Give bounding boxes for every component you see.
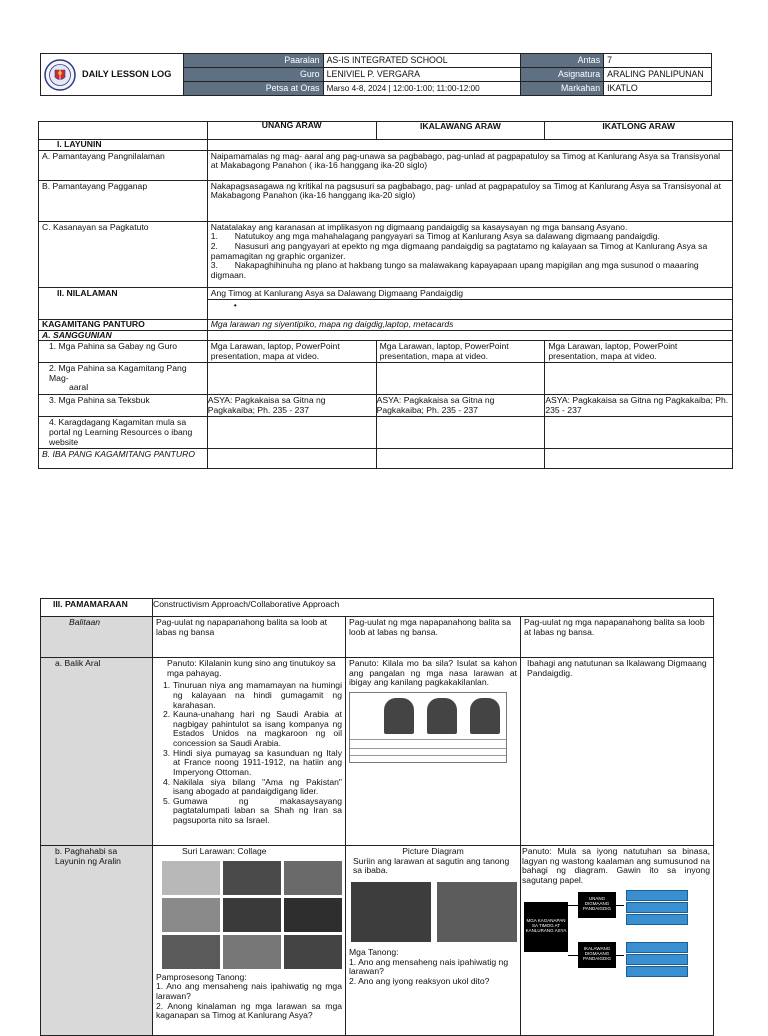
balik-aral-d2-text: Panuto: Kilala mo ba sila? Isulat sa kahon ang pangalan ng mga nasa larawan at ibigay ang kanilang pagkakakilanlan.: [349, 658, 517, 688]
list-item: 1. Natutukoy ang mga mahahalagang pangyayari sa Timog at Kanlurang Asya sa dalawang digmaang pandaigdig.: [210, 231, 660, 242]
list-item: 2. Nasusuri ang pangyayari at epekto ng mga digmaang pandaigdig sa pagtatamo ng kalayaan sa Timog at Kanlurang Asya sa pamamagitan ng graphic organizer.: [210, 240, 708, 261]
gabay-guro-label: 1. Mga Pahina sa Gabay ng Guro: [39, 340, 208, 362]
paghahabi-d3-text: Panuto: Mula sa iyong natutuhan sa binasa, lagyan ng wastong kaalaman ang sumusunod na bahagi ng diagram. Gawin ito sa inyong sagutang papel.: [522, 846, 710, 885]
answer-box: [626, 902, 688, 913]
karagdagang-d1: [207, 417, 376, 449]
balitaan-d3: Pag-uulat ng mga napapanahong balita sa loob at labas ng bansa.: [521, 617, 714, 658]
pamantayang-pangnilalaman-text: Naipamamalas ng mag- aaral ang pag-unawa sa pagbabago, pag-unlad at pagpapatuloy sa Timog at Kanlurang Asya sa Transisyonal at Makabagong Panahon ( ika-16 hanggang ika-20 siglo): [207, 150, 732, 180]
kasanayan-label: C. Kasanayan sa Pagkatuto: [39, 221, 208, 287]
paghahabi-d3: [521, 846, 714, 1036]
label-asignatura: Asignatura: [521, 68, 604, 82]
answer-box: [626, 914, 688, 925]
value-antas: 7: [604, 54, 712, 68]
diagram-top-box: UNANG DIGMAANG PANDAIGDIG: [578, 892, 616, 918]
teksbuk-d3: ASYA: Pagkakaisa sa Gitna ng Pagkakaiba; Ph. 235 - 237: [545, 395, 733, 417]
label-paaralan: Paaralan: [183, 54, 323, 68]
balik-aral-d1-list: [163, 681, 342, 825]
pang-mag-aaral-d1: [207, 363, 376, 395]
pamprosesong-q1: 1. Ano ang mensaheng nais ipahiwatig ng mga larawan?: [156, 981, 342, 1001]
pamamaraan-heading: III. PAMAMARAAN: [41, 599, 153, 617]
photo: [223, 898, 281, 932]
value-petsa: Marso 4-8, 2024 | 12:00-1:00; 11:00-12:00: [323, 82, 521, 96]
karagdagang-d2: [376, 417, 545, 449]
photo: [162, 898, 220, 932]
label-markahan: Markahan: [521, 82, 604, 96]
sanggunian-empty: [207, 330, 732, 340]
photo: [162, 935, 220, 969]
pamantayang-pangnilalaman-label: A. Pamantayang Pangnilalaman: [39, 150, 208, 180]
photo: [284, 935, 342, 969]
value-paaralan: AS-IS INTEGRATED SCHOOL: [323, 54, 521, 68]
gabay-guro-d3: Mga Larawan, laptop, PowerPoint presentation, mapa at video.: [545, 340, 733, 362]
diagram-bottom-box: IKALAWANG DIGMAANG PANDAIGDIG: [578, 942, 616, 968]
answer-box: [626, 890, 688, 901]
list-item: 3. Hindi siya pumayag sa kasunduan ng Italy at France noong 1911-1912, na hatiin ang Imperyong Ottoman.: [163, 747, 342, 777]
balitaan-label: Balitaan: [41, 617, 153, 658]
karagdagang-d3: [545, 417, 733, 449]
logo-cell: [41, 54, 184, 96]
balik-aral-d2: [346, 658, 521, 846]
war-photo: [437, 882, 517, 942]
teksbuk-d2: ASYA: Pagkakaisa sa Gitna ng Pagkakaiba; Ph. 235 - 237: [376, 395, 545, 417]
war-photos: [351, 882, 517, 942]
balik-aral-d1: [153, 658, 346, 846]
nilalaman-bullet: •: [207, 300, 732, 320]
nilalaman-text: Ang Timog at Kanlurang Asya sa Dalawang Digmaang Pandaigdig: [207, 287, 732, 300]
mga-tanong-q2: 2. Ano ang iyong reaksyon ukol dito?: [349, 975, 490, 986]
events-diagram: [522, 890, 710, 1000]
pang-mag-aaral-d3: [545, 363, 733, 395]
teksbuk-d1: ASYA: Pagkakaisa sa Gitna ng Pagkakaiba; Ph. 235 - 237: [207, 395, 376, 417]
nilalaman-blank: [39, 300, 208, 320]
balitaan-d1: Pag-uulat ng napapanahong balita sa loob at labas ng bansa: [153, 617, 346, 658]
pamprosesong-tanong-title: Pamprosesong Tanong:: [156, 971, 247, 982]
balik-aral-d3: Ibahagi ang natutunan sa Ikalawang Digmaang Pandaigdig.: [521, 658, 714, 846]
connector-line: [568, 905, 578, 906]
header-table: [40, 53, 712, 96]
photo-collage: [162, 861, 342, 969]
connector-line: [568, 955, 578, 956]
pamantayang-pagganap-label: B. Pamantayang Pagganap: [39, 180, 208, 221]
day1-header: UNANG ARAW: [207, 122, 376, 140]
value-asignatura: ARALING PANLIPUNAN: [604, 68, 712, 82]
kagamitan-text: Mga larawan ng siyentipiko, mapa ng daigdig,laptop, metacards: [207, 320, 732, 330]
photo: [284, 861, 342, 895]
iba-pang-d2: [376, 449, 545, 469]
portrait-table-image: [349, 692, 507, 763]
label-guro: Guro: [183, 68, 323, 82]
kasanayan-list: [211, 232, 729, 280]
picture-diagram-title: Picture Diagram: [402, 846, 464, 856]
photo: [223, 935, 281, 969]
karagdagang-kagamitan-label: 4. Karagdagang Kagamitan mula sa portal ng Learning Resources o ibang website: [39, 417, 208, 449]
layunin-empty: [207, 140, 732, 151]
lesson-table-1: [38, 121, 733, 469]
document-title: DAILY LESSON LOG: [82, 69, 172, 80]
list-item: 4. Nakilala siya bilang "Ama ng Pakistan" isang abogado at pandaigdigang lider.: [163, 776, 342, 797]
kasanayan-intro: Natatalakay ang karanasan at implikasyon ng digmaang pandaigdig sa kasaysayan ng mga bansang Asyano.: [210, 221, 628, 232]
iba-pang-d3: [545, 449, 733, 469]
gabay-guro-d2: Mga Larawan, laptop, PowerPoint presentation, mapa at video.: [376, 340, 545, 362]
connector-line: [616, 905, 624, 906]
photo: [223, 861, 281, 895]
pamantayang-pagganap-text: Nakapagsasagawa ng kritikal na pagsusuri sa pagbabago, pag- unlad at pagpapatuloy sa Timog at Kanlurang Asya sa Transisyonal at Makabagong Panahon (ika-16 hanggang ika-20 siglo): [207, 180, 732, 221]
teksbuk-label: 3. Mga Pahina sa Teksbuk: [39, 395, 208, 417]
paghahabi-d2: [346, 846, 521, 1036]
approach-text: Constructivism Approach/Collaborative Approach: [153, 599, 714, 617]
pamprosesong-q2: 2. Anong kinalaman ng mga larawan sa mga kaganapan sa Timog at Kanlurang Asya?: [156, 1000, 342, 1021]
deped-seal-icon: [44, 59, 76, 91]
diagram-center-box: MGA KAGANAPAN SA TIMOG AT KANLURANG ASYA: [524, 902, 568, 952]
connector-line: [616, 955, 624, 956]
layunin-heading: I. LAYUNIN: [39, 140, 208, 151]
lesson-table-2: [40, 598, 714, 1036]
value-guro: LENIVIEL P. VERGARA: [323, 68, 521, 82]
kagamitang-pang-mag-aaral-label: 2. Mga Pahina sa Kagamitang Pang Mag- aaral: [39, 363, 208, 395]
photo: [162, 861, 220, 895]
answer-box: [626, 954, 688, 965]
list-item: 5. Gumawa ng makasaysayang pagtatalumpati laban sa Shah ng Iran sa pagsuporta nito sa Israel.: [163, 795, 342, 825]
portrait-image: [384, 698, 414, 734]
list-item: 2. Kauna-unahang hari ng Saudi Arabia at nagbigay pahintulot sa isang kompanya ng Estados Unidos na magkaroon ng oil concession sa Saudi Arabia.: [163, 709, 342, 748]
mga-tanong-q1: 1. Ano ang mensaheng nais ipahiwatig ng larawan?: [349, 956, 509, 977]
list-item: 3. Nakapaghihinuha ng plano at hakbang tungo sa malawakang kapayapaan upang mapigilan ang mga susunod o maaaring digmaan.: [210, 260, 699, 280]
answer-box: [626, 942, 688, 953]
collage-title: Suri Larawan: Collage: [182, 846, 267, 856]
corner-cell: [39, 122, 208, 140]
list-item: 1. Tinuruan niya ang mamamayan na humingi ng kalayaan na hindi gumagamit ng karahasan.: [163, 680, 342, 710]
picture-diagram-intro: Suriin ang larawan at sagutin ang tanong sa ibaba.: [353, 855, 510, 876]
mga-tanong-title: Mga Tanong:: [349, 946, 399, 957]
nilalaman-heading: II. NILALAMAN: [39, 287, 208, 300]
balitaan-d2: Pag-uulat ng mga napapanahong balita sa loob at labas ng bansa.: [346, 617, 521, 658]
label-petsa: Petsa at Oras: [183, 82, 323, 96]
pang-mag-aaral-d2: [376, 363, 545, 395]
day2-header: IKALAWANG ARAW: [376, 122, 545, 140]
balik-aral-d1-intro: Panuto: Kilalanin kung sino ang tinutukoy sa mga pahayag.: [167, 658, 336, 678]
iba-pang-kagamitan-label: B. IBA PANG KAGAMITANG PANTURO: [39, 449, 208, 469]
kasanayan-cell: [207, 221, 732, 287]
photo: [284, 898, 342, 932]
gabay-guro-d1: Mga Larawan, laptop, PowerPoint presentation, mapa at video.: [207, 340, 376, 362]
sanggunian-heading: A. SANGGUNIAN: [39, 330, 208, 340]
value-markahan: IKATLO: [604, 82, 712, 96]
portrait-image: [470, 698, 500, 734]
kagamitan-heading: KAGAMITANG PANTURO: [39, 320, 208, 330]
portrait-image: [427, 698, 457, 734]
paghahabi-label: b. Paghahabi sa Layunin ng Aralin: [41, 846, 153, 1036]
war-photo: [351, 882, 431, 942]
balik-aral-label: a. Balik Aral: [41, 658, 153, 846]
day3-header: IKATLONG ARAW: [545, 122, 733, 140]
paghahabi-d1: [153, 846, 346, 1036]
iba-pang-d1: [207, 449, 376, 469]
answer-box: [626, 966, 688, 977]
label-antas: Antas: [521, 54, 604, 68]
